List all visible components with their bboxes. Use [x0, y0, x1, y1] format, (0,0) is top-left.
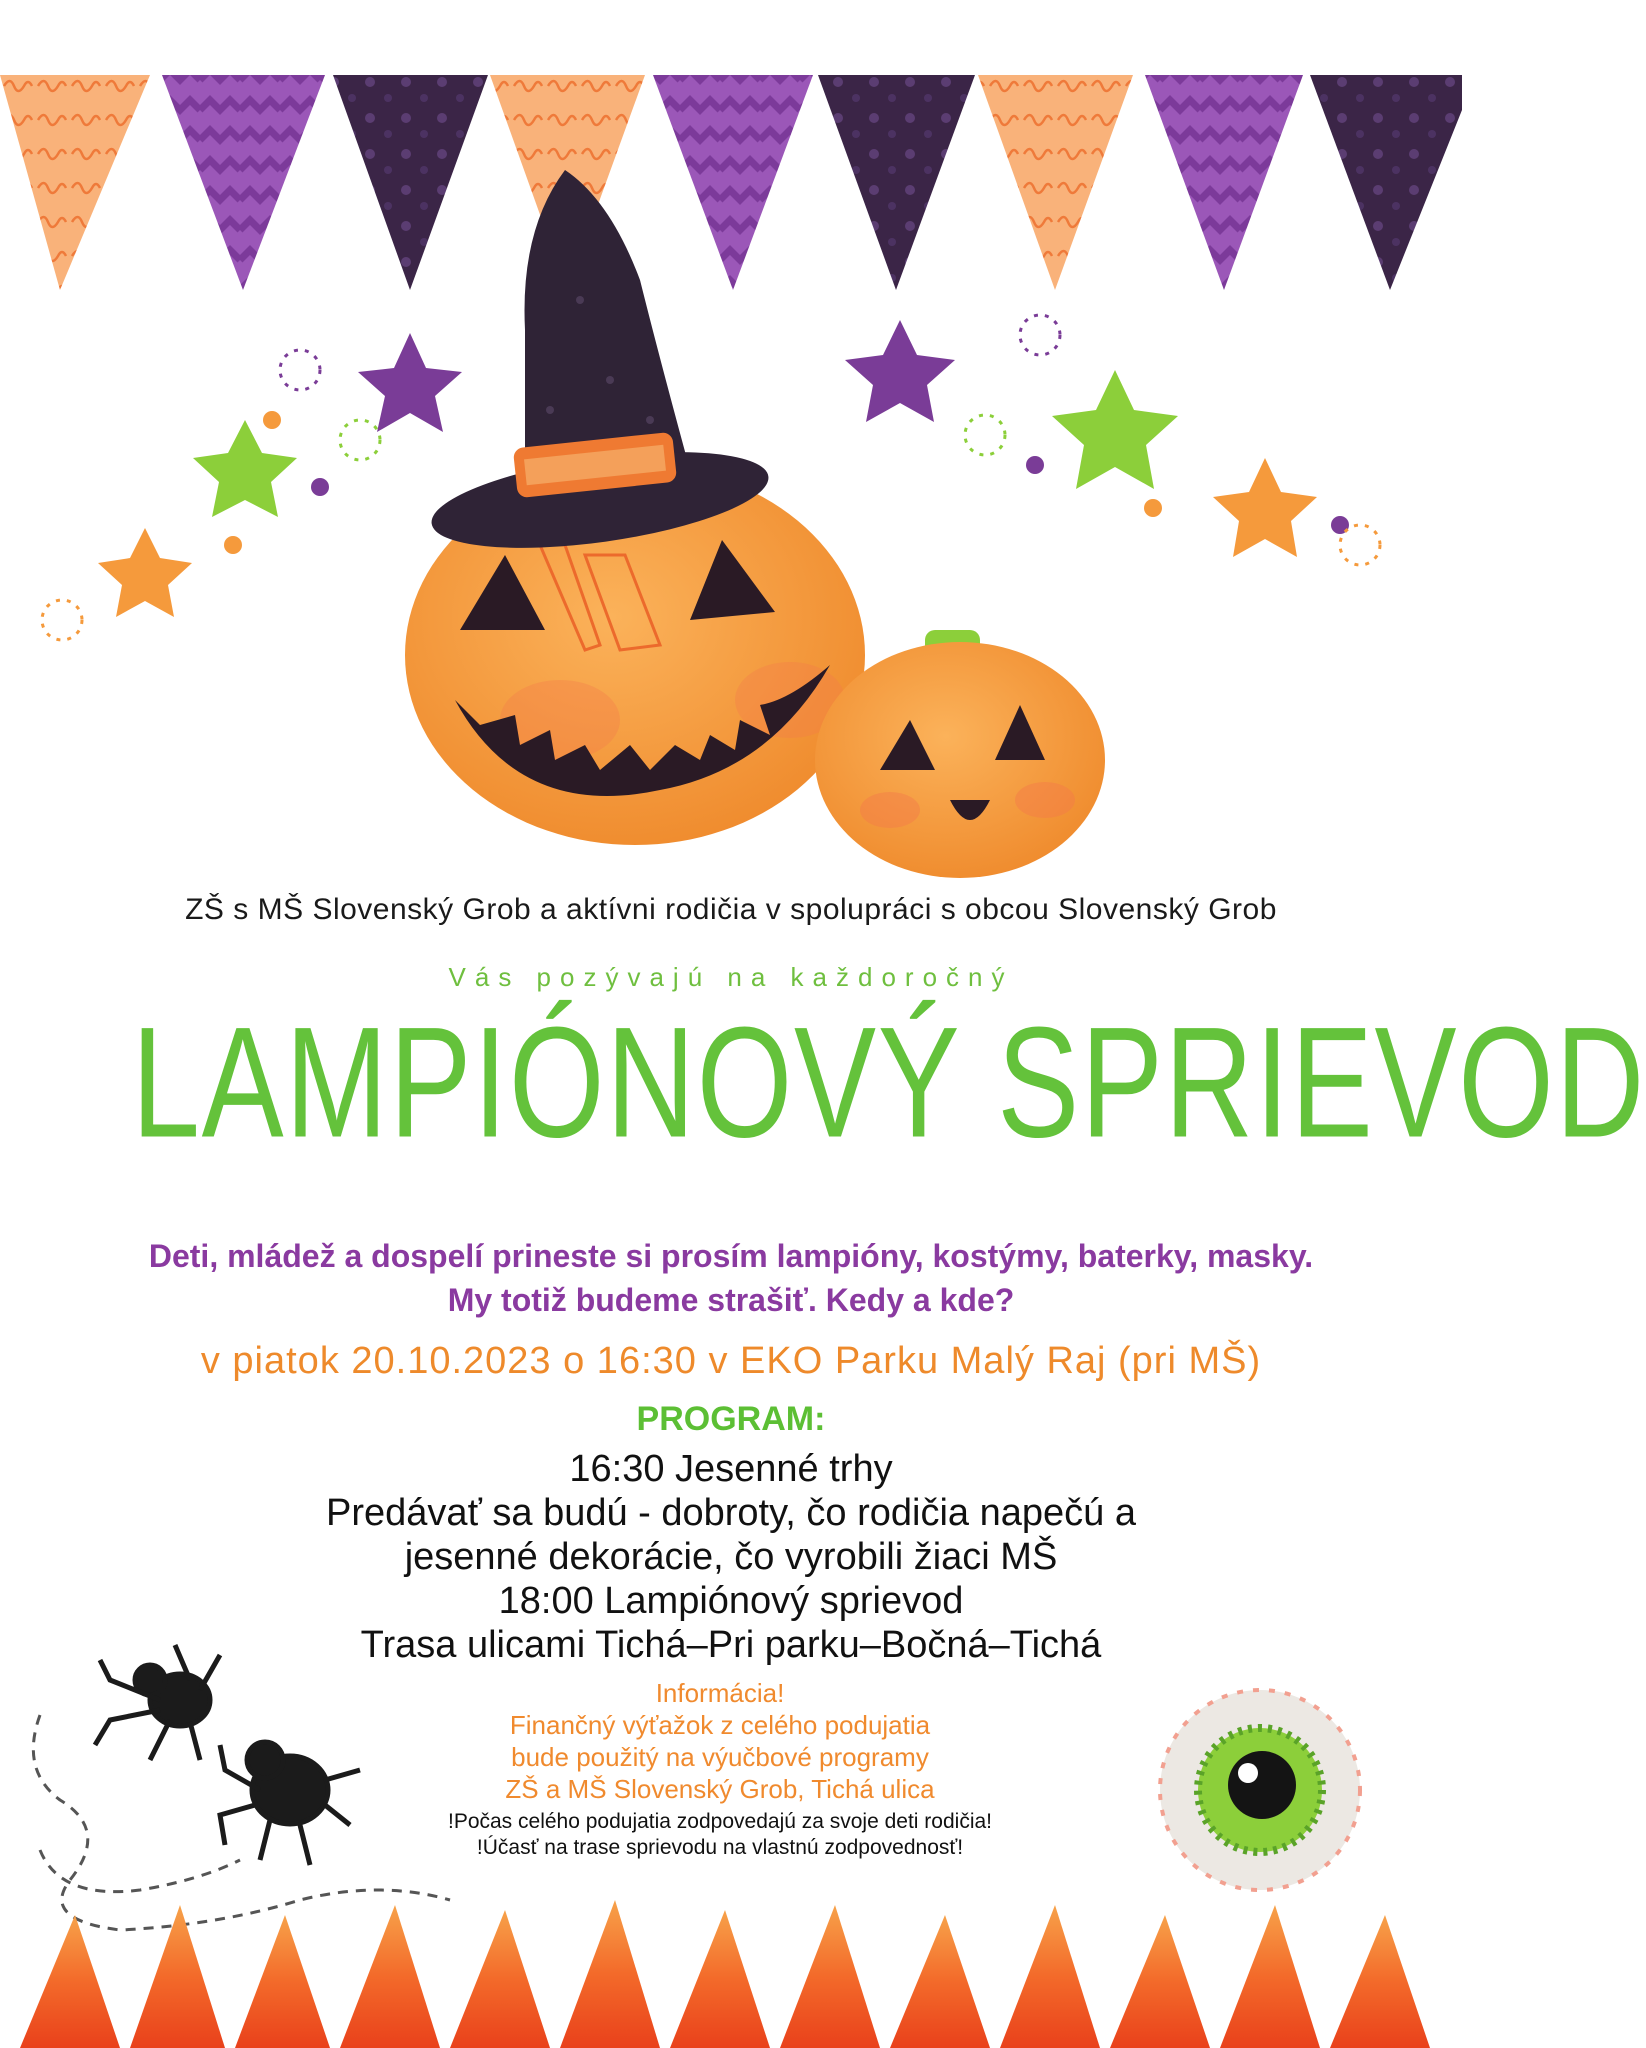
- info-line: bude použitý na výučbové programy: [511, 1742, 929, 1772]
- info-heading: Informácia!: [655, 1678, 785, 1708]
- program-line: jesenné dekorácie, čo vyrobili žiaci MŠ: [404, 1536, 1058, 1578]
- flag-dark-2: [818, 75, 975, 290]
- organizers-line: ZŠ s MŠ Slovenský Grob a aktívni rodičia v spolupráci s obcou Slovenský Grob: [185, 893, 1277, 926]
- flag-purple-3: [1145, 75, 1303, 290]
- bring-line-1: Deti, mládež a dospelí prineste si prosím lampióny, kostýmy, baterky, masky.: [148, 1238, 1314, 1274]
- star-icon: [193, 420, 297, 517]
- star-icon: [845, 320, 955, 422]
- program-heading: PROGRAM:: [636, 1400, 826, 1438]
- info-line: Finančný výťažok z celého podujatia: [509, 1710, 931, 1740]
- note-line: !Počas celého podujatia zodpovedajú za svoje deti rodičia!: [447, 1810, 993, 1833]
- flag-purple-2: [653, 75, 813, 290]
- program-line: 18:00 Lampiónový sprievod: [498, 1580, 964, 1622]
- flag-dark-3: [1310, 75, 1462, 290]
- star-icon: [1213, 458, 1317, 557]
- flag-orange-1: [0, 75, 150, 290]
- candy-corn-border: [20, 1900, 1430, 2048]
- star-icon: [1052, 370, 1178, 489]
- note-line: !Účasť na trase sprievodu na vlastnú zodpovednosť!: [476, 1836, 964, 1859]
- bunting-flags: [0, 75, 1462, 290]
- star-icon: [98, 528, 192, 617]
- bring-line-2: My totiž budeme strašiť. Kedy a kde?: [447, 1282, 1015, 1318]
- event-date-place: v piatok 20.10.2023 o 16:30 v EKO Parku Malý Raj (pri MŠ): [200, 1340, 1262, 1382]
- flag-orange-3: [978, 75, 1133, 290]
- program-line: Predávať sa budú - dobroty, čo rodičia napečú a: [326, 1492, 1136, 1534]
- program-line: Trasa ulicami Tichá–Pri parku–Bočná–Tichá: [360, 1624, 1102, 1666]
- invite-line: Vás pozývajú na každoročný: [448, 962, 1014, 992]
- program-line: 16:30 Jesenné trhy: [569, 1448, 893, 1490]
- flag-dark-1: [333, 75, 488, 290]
- event-title: LAMPIÓNOVÝ SPRIEVOD: [131, 993, 1646, 1171]
- star-icon: [358, 333, 462, 432]
- flag-purple-1: [162, 75, 325, 290]
- info-line: ZŠ a MŠ Slovenský Grob, Tichá ulica: [505, 1774, 935, 1804]
